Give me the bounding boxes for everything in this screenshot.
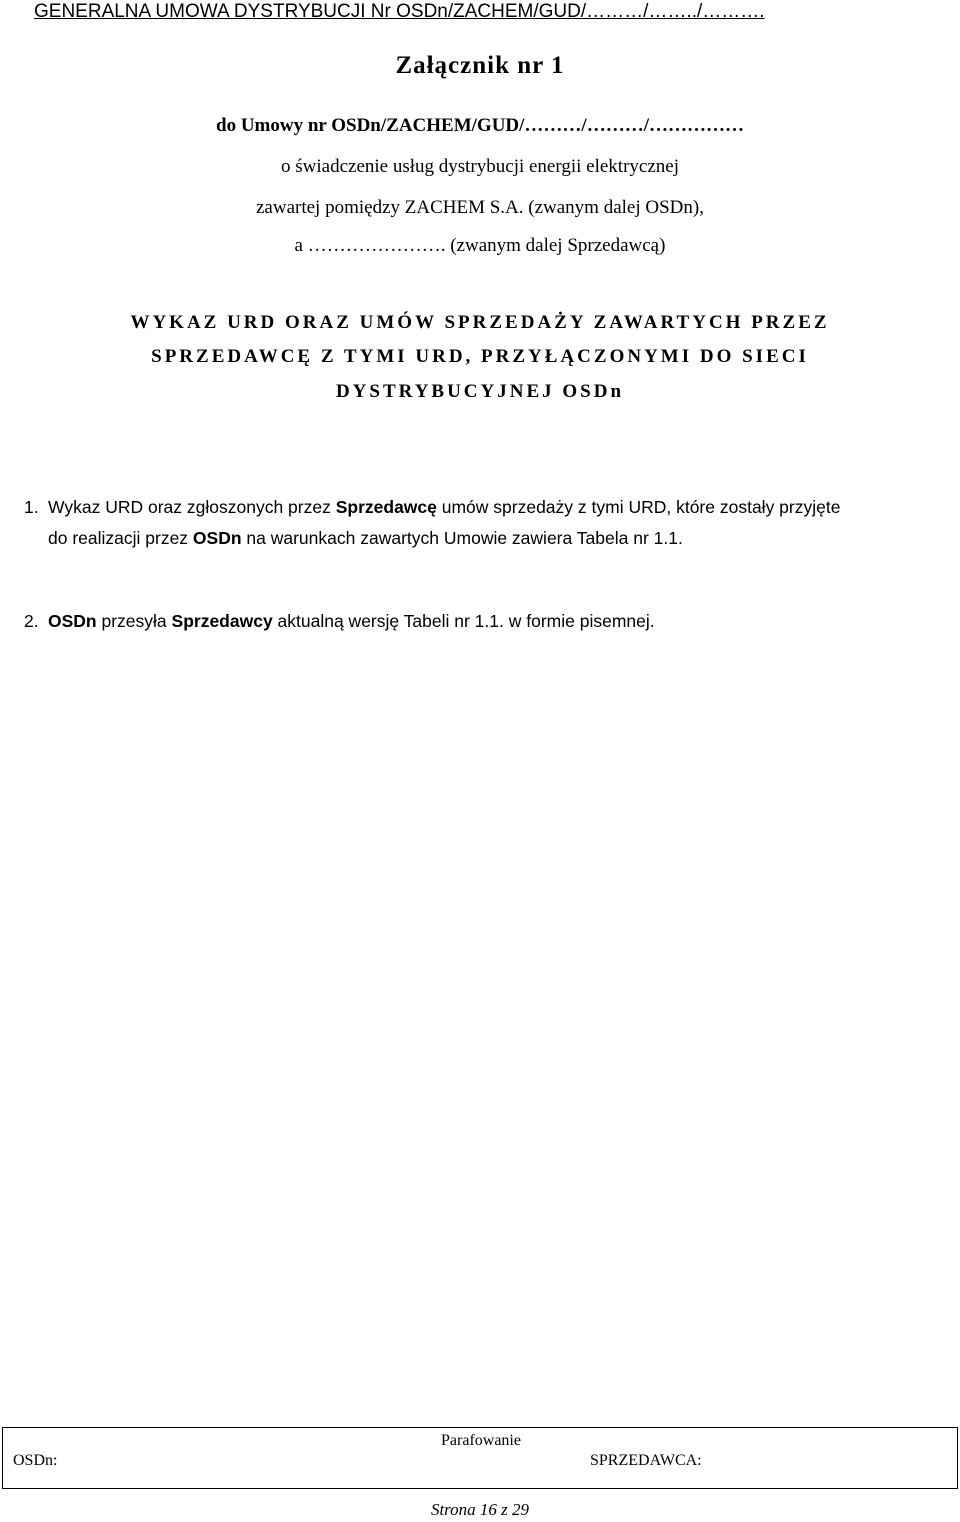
initials-box bbox=[2, 1427, 958, 1489]
point-text: aktualną wersję Tabeli nr 1.1. w formie pisemnej. bbox=[272, 611, 655, 631]
point-text: do realizacji przez bbox=[48, 528, 193, 548]
annex-parties-seller: a …………………. (zwanym dalej Sprzedawcą) bbox=[294, 235, 666, 256]
annex-parties-osdn: zawartej pomiędzy ZACHEM S.A. (zwanym dalej OSDn), bbox=[256, 197, 704, 218]
point-text-bold: OSDn bbox=[48, 611, 97, 631]
point-text: przesyła bbox=[96, 611, 172, 631]
point-text-bold: Sprzedawcę bbox=[335, 497, 437, 517]
point-text-bold: Sprzedawcy bbox=[171, 611, 273, 631]
annex-agreement-number: do Umowy nr OSDn/ZACHEM/GUD/………/………/…………… bbox=[216, 115, 744, 136]
point-text: umów sprzedaży z tymi URD, które zostały przyjęte bbox=[436, 497, 841, 517]
initials-label: Parafowanie bbox=[441, 1432, 521, 1449]
point-number: 2. bbox=[24, 611, 39, 631]
point-number: 1. bbox=[24, 497, 39, 517]
seller-initials-label: SPRZEDAWCA: bbox=[590, 1452, 702, 1469]
annex-subject: o świadczenie usług dystrybucji energii elektrycznej bbox=[281, 156, 679, 177]
annex-title: Załącznik nr 1 bbox=[395, 52, 565, 79]
point-1 bbox=[24, 492, 950, 554]
point-text-bold: OSDn bbox=[192, 528, 242, 548]
list-title-line-2: SPRZEDAWCĘ Z TYMI URD, PRZYŁĄCZONYMI DO SIECI bbox=[151, 346, 809, 367]
point-2 bbox=[24, 606, 950, 637]
page-number: Strona 16 z 29 bbox=[430, 1500, 530, 1519]
document-header: GENERALNA UMOWA DYSTRYBUCJI Nr OSDn/ZACHEM/GUD/………/……../………. bbox=[34, 1, 765, 22]
point-text: na warunkach zawartych Umowie zawiera Tabela nr 1.1. bbox=[241, 528, 683, 548]
list-title-line-1: WYKAZ URD ORAZ UMÓW SPRZEDAŻY ZAWARTYCH PRZEZ bbox=[130, 312, 830, 333]
point-text: Wykaz URD oraz zgłoszonych przez bbox=[48, 497, 336, 517]
osdn-initials-label: OSDn: bbox=[13, 1452, 58, 1469]
list-title-line-3: DYSTRYBUCYJNEJ OSDn bbox=[335, 381, 625, 402]
